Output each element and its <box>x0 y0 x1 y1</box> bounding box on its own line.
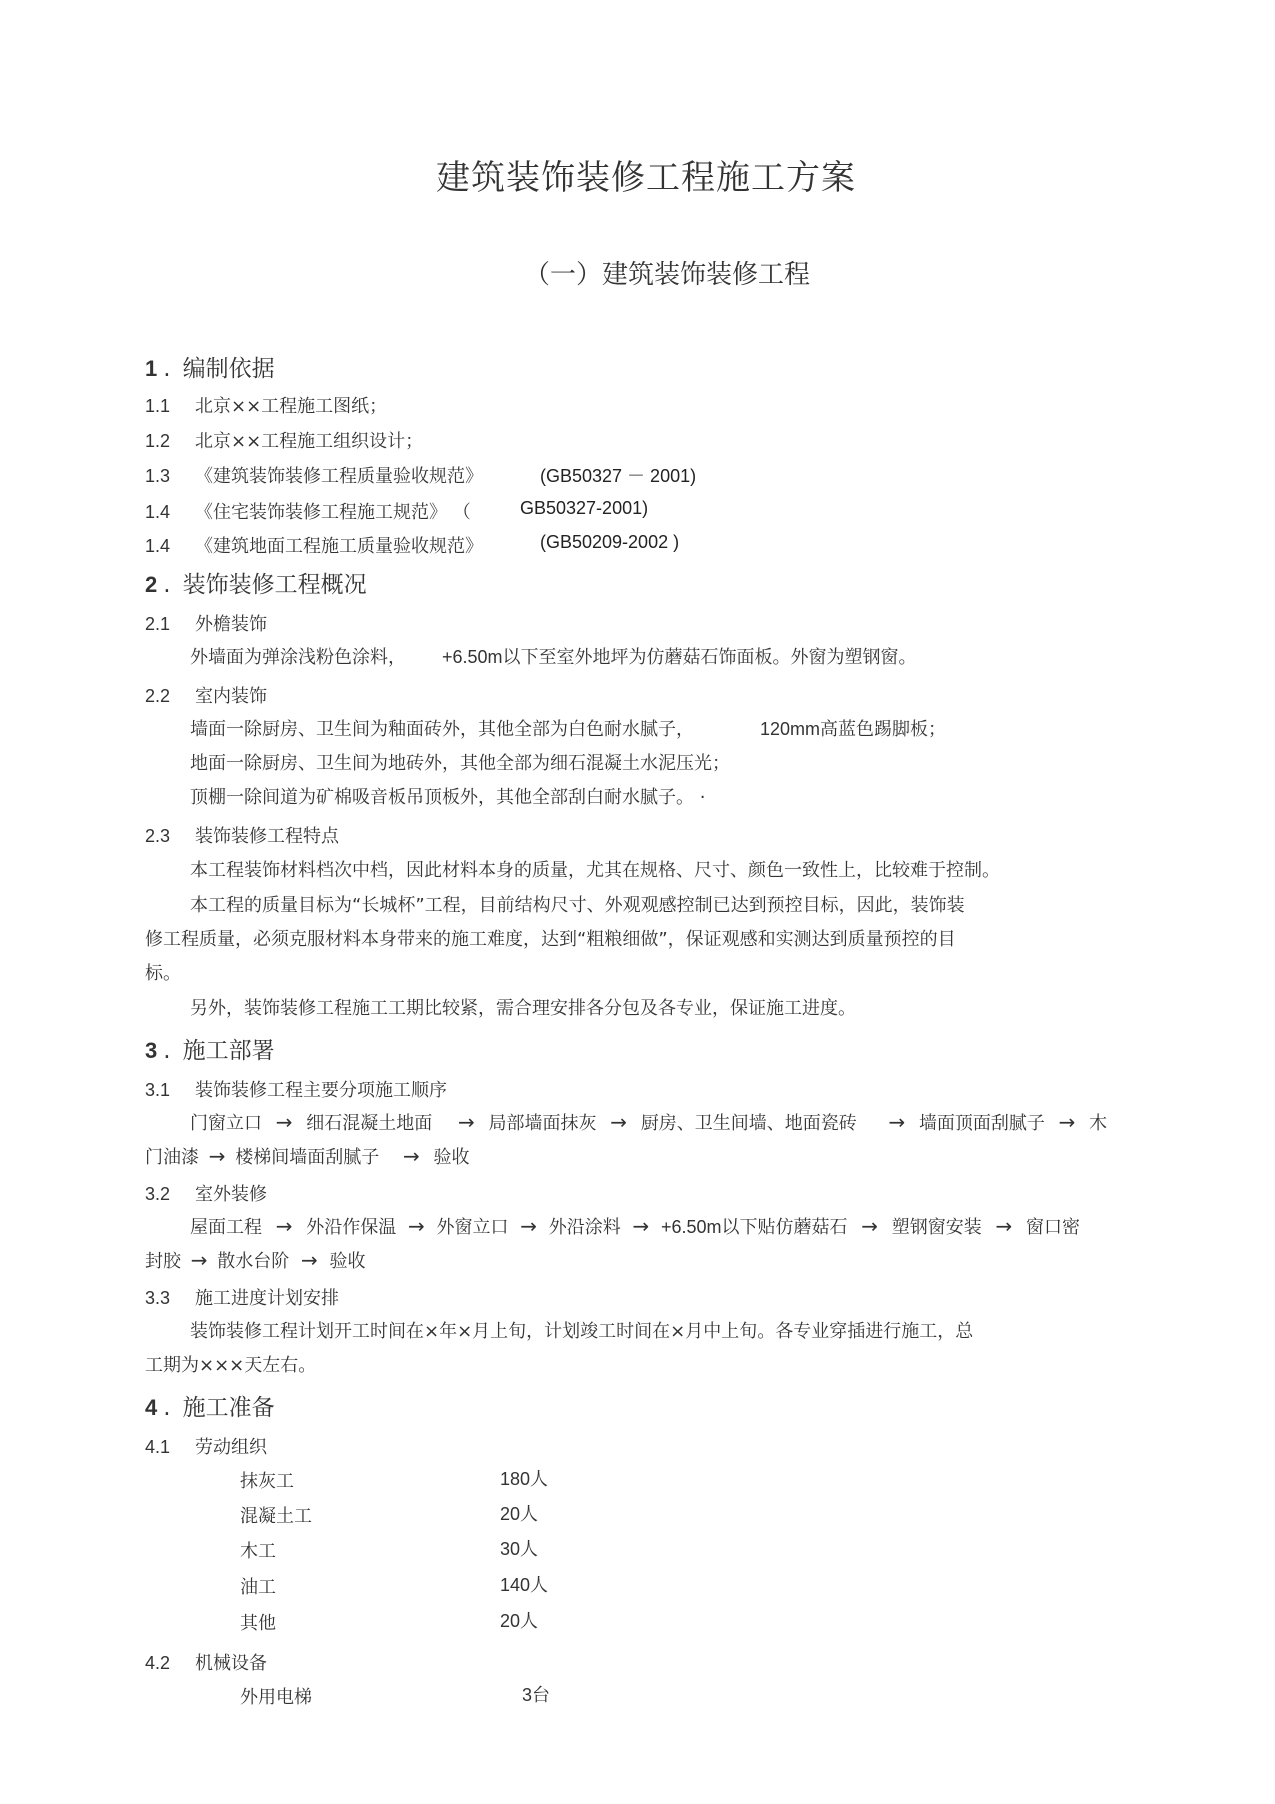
step: 细石混凝土地面 <box>306 1113 433 1134</box>
arrow-icon: → <box>275 1214 293 1238</box>
subsection-heading <box>145 822 339 848</box>
subsection-title: 室内装饰 <box>195 686 267 707</box>
step: 验收 <box>329 1251 366 1272</box>
step: 外沿涂料 <box>548 1217 621 1238</box>
count-value: 180 <box>500 1469 531 1489</box>
subsection-number: 2.2 <box>145 686 171 706</box>
arrow-icon: → <box>520 1214 537 1238</box>
item-text: 《建筑地面工程施工质量验收规范》 <box>195 536 483 557</box>
subsection-number: 3.2 <box>145 1184 171 1204</box>
step: 局部墙面抹灰 <box>488 1113 597 1134</box>
count-value: 3 <box>522 1685 533 1705</box>
height-value: +6.50m <box>442 647 503 667</box>
subsection-number: 2.1 <box>145 614 171 634</box>
text-run: 以下至室外地坪为仿蘑菇石饰面板。外窗为塑钢窗。 <box>502 647 917 668</box>
equipment-count <box>522 1681 550 1707</box>
item-number: 1.1 <box>145 396 171 416</box>
item-number: 1.2 <box>145 431 171 451</box>
step: 木 <box>1089 1113 1108 1134</box>
subsection-title: 装饰装修工程特点 <box>195 826 339 847</box>
subsection-heading <box>145 1433 267 1459</box>
paragraph: 本工程装饰材料档次中档，因此材料本身的质量，尤其在规格、尺寸、颜色一致性上，比较难于控制。 <box>190 860 1000 881</box>
subsection-title: 机械设备 <box>195 1653 267 1674</box>
section-title: 施工准备 <box>182 1395 275 1421</box>
step: 窗口密 <box>1025 1217 1080 1238</box>
section-number: 3 <box>145 1038 158 1063</box>
arrow-icon: → <box>888 1110 906 1134</box>
section-4-heading <box>145 1389 275 1422</box>
section-number: 1 <box>145 356 158 381</box>
subsection-number: 4.1 <box>145 1437 171 1457</box>
arrow-icon: → <box>861 1214 878 1238</box>
height-value: +6.50m <box>660 1217 722 1237</box>
ceiling-description: 顶棚一除间道为矿棉吸音板吊顶板外，其他全部刮白耐水腻子。 · <box>190 787 706 808</box>
labor-count <box>500 1607 538 1633</box>
interior-sequence-line-2 <box>145 1143 469 1169</box>
interior-sequence-line-1 <box>190 1109 1107 1135</box>
arrow-icon: → <box>208 1144 226 1168</box>
section-2-heading <box>145 566 367 599</box>
step: 门油漆 <box>145 1147 199 1168</box>
count-value: 30 <box>500 1539 521 1559</box>
step: 墙面顶面刮腻子 <box>918 1113 1045 1134</box>
exterior-sequence-line-2 <box>145 1247 365 1273</box>
subsection-title: 劳动组织 <box>195 1437 267 1458</box>
step: 厨房、卫生间墙、地面瓷砖 <box>640 1113 857 1134</box>
section-number: 4 <box>145 1395 158 1420</box>
arrow-icon: → <box>402 1144 420 1168</box>
exterior-description <box>190 643 917 669</box>
subsection-title: 施工进度计划安排 <box>195 1288 339 1309</box>
step: 塑钢窗安装 <box>891 1217 982 1238</box>
list-item <box>145 392 387 418</box>
step: 屋面工程 <box>190 1217 262 1238</box>
item-text: 《住宅装饰装修工程施工规范》 （ <box>195 502 471 523</box>
step: 封胶 <box>145 1251 181 1272</box>
text-run: 外墙面为弹涂浅粉色涂料， <box>190 647 406 668</box>
paragraph-continuation: 修工程质量，必须克服材料本身带来的施工难度，达到“粗粮细做”，保证观感和实测达到质量预控的目 <box>145 929 956 950</box>
subsection-title: 外檐装饰 <box>195 614 267 635</box>
item-text: 北京××工程施工组织设计； <box>195 431 424 452</box>
subsection-number: 2.3 <box>145 826 171 846</box>
list-item <box>145 427 423 453</box>
arrow-icon: → <box>610 1110 627 1134</box>
step: 外窗立口 <box>436 1217 509 1238</box>
section-separator: . <box>163 572 171 598</box>
standard-code: (GB50327 － 2001) <box>540 466 697 486</box>
subsection-heading <box>145 1180 267 1206</box>
count-value: 20 <box>500 1611 521 1631</box>
count-value: 20 <box>500 1504 521 1524</box>
count-unit: 人 <box>520 1539 539 1560</box>
wall-description <box>190 715 946 741</box>
subsection-title: 室外装修 <box>195 1184 267 1205</box>
step: 以下贴仿蘑菇石 <box>721 1217 848 1238</box>
section-title: 施工部署 <box>182 1038 275 1064</box>
arrow-icon: → <box>632 1214 650 1238</box>
item-number: 1.4 <box>145 502 171 522</box>
paragraph-continuation: 标。 <box>145 963 181 984</box>
item-text: 《建筑装饰装修工程质量验收规范》 <box>195 466 483 487</box>
section-title: 编制依据 <box>182 356 275 382</box>
arrow-icon: → <box>407 1214 425 1238</box>
paragraph: 本工程的质量目标为“长城杯”工程，目前结构尺寸、外观观感控制已达到预控目标，因此，装饰装 <box>190 895 965 916</box>
equipment-name: 外用电梯 <box>240 1687 312 1708</box>
floor-description: 地面一除厨房、卫生间为地砖外，其他全部为细石混凝土水泥压光； <box>190 753 730 774</box>
subsection-heading <box>145 610 267 636</box>
subsection-number: 3.3 <box>145 1288 171 1308</box>
labor-count <box>500 1535 538 1561</box>
arrow-icon: → <box>190 1248 208 1272</box>
section-separator: . <box>163 356 171 382</box>
document-title: 建筑装饰装修工程施工方案 <box>436 158 856 198</box>
item-number: 1.4 <box>145 536 171 556</box>
count-value: 140 <box>500 1575 531 1595</box>
arrow-icon: → <box>300 1248 318 1272</box>
text-run: 高蓝色踢脚板； <box>820 719 947 740</box>
paragraph: 另外，装饰装修工程施工工期比较紧，需合理安排各分包及各专业，保证施工进度。 <box>190 998 856 1019</box>
subsection-title: 装饰装修工程主要分项施工顺序 <box>195 1080 447 1101</box>
schedule-text-continuation: 工期为×××天左右。 <box>145 1355 317 1376</box>
step: 外沿作保温 <box>306 1217 397 1238</box>
section-number: 2 <box>145 572 158 597</box>
subsection-number: 3.1 <box>145 1080 171 1100</box>
arrow-icon: → <box>457 1110 475 1134</box>
subsection-heading <box>145 682 267 708</box>
step: 验收 <box>433 1147 470 1168</box>
subsection-heading <box>145 1076 447 1102</box>
labor-count <box>500 1500 538 1526</box>
item-number: 1.3 <box>145 466 171 486</box>
step: 楼梯间墙面刮腻子 <box>235 1147 380 1168</box>
arrow-icon: → <box>1058 1110 1076 1134</box>
standard-code: GB50327-2001) <box>520 498 649 518</box>
subsection-heading <box>145 1284 339 1310</box>
count-unit: 人 <box>520 1504 539 1525</box>
count-unit: 人 <box>520 1611 539 1632</box>
list-item <box>145 462 483 488</box>
subsection-number: 4.2 <box>145 1653 171 1673</box>
arrow-icon: → <box>275 1110 293 1134</box>
standard-code: (GB50209-2002 ) <box>540 532 680 552</box>
section-separator: . <box>163 1038 171 1064</box>
step: 门窗立口 <box>190 1113 262 1134</box>
schedule-text: 装饰装修工程计划开工时间在×年×月上旬，计划竣工时间在×月中上旬。各专业穿插进行施工，总 <box>190 1321 974 1342</box>
labor-count <box>500 1571 548 1597</box>
labor-name: 混凝土工 <box>240 1506 312 1527</box>
count-unit: 人 <box>530 1469 549 1490</box>
count-unit: 人 <box>530 1575 549 1596</box>
labor-name: 其他 <box>240 1613 276 1634</box>
section-separator: . <box>163 1395 171 1421</box>
exterior-sequence-line-1 <box>190 1213 1080 1239</box>
labor-name: 抹灰工 <box>240 1471 294 1492</box>
section-1-heading <box>145 350 275 383</box>
subsection-heading <box>145 1649 267 1675</box>
document-subtitle: （一）建筑装饰装修工程 <box>524 260 811 290</box>
list-item <box>145 498 471 524</box>
labor-name: 木工 <box>240 1541 276 1562</box>
section-3-heading <box>145 1032 275 1065</box>
arrow-icon: → <box>995 1214 1013 1238</box>
count-unit: 台 <box>532 1685 551 1706</box>
list-item <box>145 532 483 558</box>
section-title: 装饰装修工程概况 <box>182 572 367 598</box>
dimension-value: 120mm <box>760 719 821 739</box>
item-text: 北京××工程施工图纸； <box>195 396 388 417</box>
labor-name: 油工 <box>240 1577 276 1598</box>
text-run: 墙面一除厨房、卫生间为釉面砖外，其他全部为白色耐水腻子， <box>190 719 694 740</box>
step: 散水台阶 <box>217 1251 290 1272</box>
labor-count <box>500 1465 548 1491</box>
